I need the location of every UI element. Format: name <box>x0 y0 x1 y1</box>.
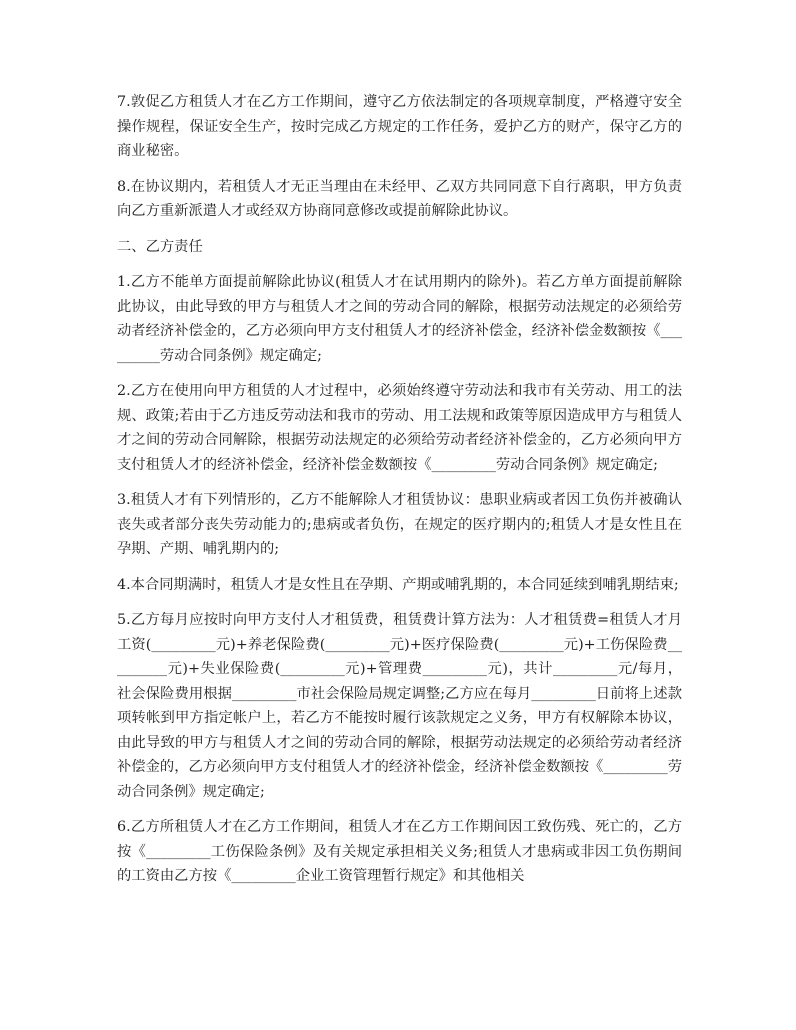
clause-b3-paragraph: 3.租赁人才有下列情形的，乙方不能解除人才租赁协议：患职业病或者因工负伤并被确认丧失或者部分丧失劳动能力的;患病或者负伤，在规定的医疗期内的;租赁人才是女性且在孕期、产期、哺乳期内的; <box>117 492 682 557</box>
clause-8-paragraph: 8.在协议期内，若租赁人才无正当理由在未经甲、乙双方共同同意下自行离职，甲方负责向乙方重新派遣人才或经双方协商同意修改或提前解除此协议。 <box>117 178 682 219</box>
clause-7-paragraph: 7.敦促乙方租赁人才在乙方工作期间，遵守乙方依法制定的各项规章制度，严格遵守安全操作规程，保证安全生产，按时完成乙方规定的工作任务，爱护乙方的财产，保守乙方的商业秘密。 <box>117 94 682 159</box>
section-heading-party-b-duties: 二、乙方责任 <box>117 238 203 255</box>
clause-b5-paragraph: 5.乙方每月应按时向甲方支付人才租赁费，租赁费计算方法为：人才租赁费=租赁人才月工资(_________元)+养老保险费(_________元)+医疗保险费(_________元)+工伤保险费_________元)+失业保险费(_________元)+管理费_________元)，共计_________元/每月，社会保险费用根据_________市社会保险局规定调整;乙方应在每月_________日前将上述款项转帐到甲方指定帐户上，若乙方不能按时履行该款规定之义务，甲方有权解除本协议，由此导致的甲方与租赁人才之间的劳动合同的解除，根据劳动法规定的必须给劳动者经济补偿金的，乙方必须向甲方支付租赁人才的经济补偿金，经济补偿金数额按《_________劳动合同条例》规定确定; <box>117 612 682 800</box>
clause-b1-paragraph: 1.乙方不能单方面提前解除此协议(租赁人才在试用期内的除外)。若乙方单方面提前解除此协议，由此导致的甲方与租赁人才之间的劳动合同的解除，根据劳动法规定的必须给劳动者经济补偿金的，乙方必须向甲方支付租赁人才的经济补偿金，经济补偿金数额按《_________劳动合同条例》规定确定; <box>117 274 682 364</box>
clause-b2-paragraph: 2.乙方在使用向甲方租赁的人才过程中，必须始终遵守劳动法和我市有关劳动、用工的法规、政策;若由于乙方违反劳动法和我市的劳动、用工法规和政策等原因造成甲方与租赁人才之间的劳动合同解除，根据劳动法规定的必须给劳动者经济补偿金的，乙方必须向甲方支付租赁人才的经济补偿金，经济补偿金数额按《_________劳动合同条例》规定确定; <box>117 383 682 473</box>
clause-b4-paragraph: 4.本合同期满时，租赁人才是女性且在孕期、产期或哺乳期的，本合同延续到哺乳期结束; <box>117 576 679 593</box>
clause-b6-paragraph: 6.乙方所租赁人才在乙方工作期间，租赁人才在乙方工作期间因工致伤残、死亡的，乙方按《_________工伤保险条例》及有关规定承担相关义务;租赁人才患病或非因工负伤期间的工资由乙方按《_________企业工资管理暂行规定》和其他相关 <box>117 819 682 884</box>
